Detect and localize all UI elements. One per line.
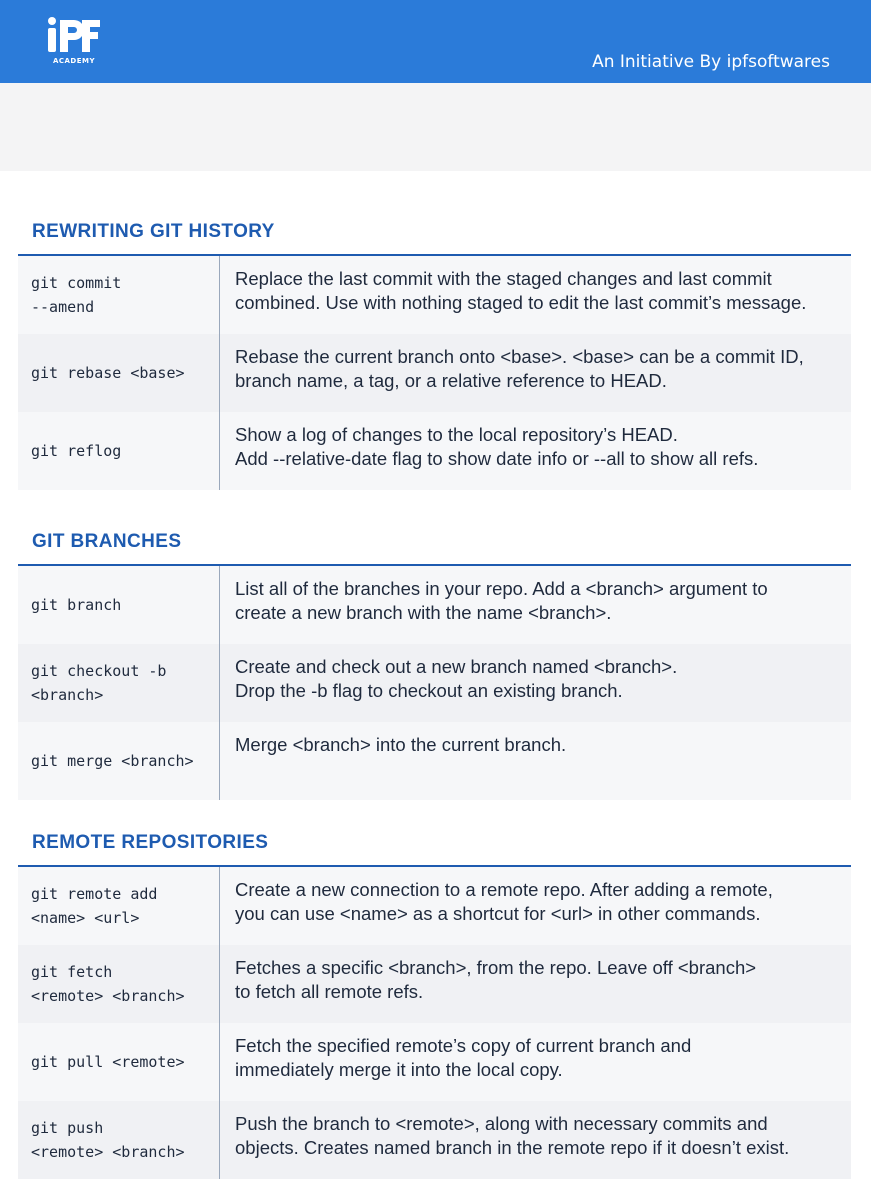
banner-strip xyxy=(0,83,871,171)
logo-subtext: ACADEMY xyxy=(52,57,96,65)
command-cell: git merge <branch> xyxy=(31,752,194,770)
table-row xyxy=(18,945,851,1023)
section-title: REMOTE REPOSITORIES xyxy=(32,832,269,853)
description-cell: Merge <branch> into the current branch. xyxy=(235,734,567,755)
column-divider xyxy=(219,867,220,1179)
header-bar xyxy=(0,0,871,83)
command-cell: git rebase <base> xyxy=(31,364,185,382)
table-row xyxy=(18,334,851,412)
command-cell: git commit --amend xyxy=(31,274,122,316)
command-cell: git pull <remote> xyxy=(31,1053,185,1071)
command-table xyxy=(18,867,851,1179)
initiative-text: An Initiative By ipfsoftwares xyxy=(592,52,830,72)
command-cell: git branch xyxy=(31,596,122,614)
description-cell: Create and check out a new branch named <branch>. Drop the -b flag to checkout an existing branch. xyxy=(235,656,678,701)
table-row xyxy=(18,1023,851,1101)
ipf-academy-logo xyxy=(46,16,102,68)
description-cell: Show a log of changes to the local repository’s HEAD. Add --relative-date flag to show date info or --all to show all refs. xyxy=(235,424,759,469)
table-row xyxy=(18,1101,851,1179)
column-divider xyxy=(219,566,220,800)
description-cell: Fetch the specified remote’s copy of current branch and immediately merge it into the local copy. xyxy=(235,1035,692,1080)
table-row xyxy=(18,722,851,800)
command-cell: git reflog xyxy=(31,442,122,460)
table-row xyxy=(18,412,851,490)
command-cell: git checkout -b <branch> xyxy=(31,662,167,704)
column-divider xyxy=(219,256,220,490)
description-cell: Fetches a specific <branch>, from the repo. Leave off <branch> to fetch all remote refs. xyxy=(235,957,757,1002)
command-cell: git remote add <name> <url> xyxy=(31,885,158,927)
description-cell: Replace the last commit with the staged changes and last commit combined. Use with nothing staged to edit the last commit’s message. xyxy=(235,268,807,313)
table-row xyxy=(18,256,851,334)
section-title: GIT BRANCHES xyxy=(32,531,182,552)
description-cell: Create a new connection to a remote repo. After adding a remote, you can use <name> as a shortcut for <url> in other commands. xyxy=(235,879,773,924)
table-row xyxy=(18,867,851,945)
command-table xyxy=(18,566,851,800)
description-cell: Push the branch to <remote>, along with necessary commits and objects. Creates named branch in the remote repo if it doesn’t exist. xyxy=(235,1113,790,1158)
table-row xyxy=(18,644,851,722)
section-title: REWRITING GIT HISTORY xyxy=(32,221,275,242)
ipf-logo-icon xyxy=(46,16,102,56)
command-cell: git push <remote> <branch> xyxy=(31,1119,185,1161)
description-cell: List all of the branches in your repo. Add a <branch> argument to create a new branch with the name <branch>. xyxy=(235,578,768,623)
table-row xyxy=(18,566,851,644)
command-cell: git fetch <remote> <branch> xyxy=(31,963,185,1005)
description-cell: Rebase the current branch onto <base>. <base> can be a commit ID, branch name, a tag, or a relative reference to HEAD. xyxy=(235,346,804,391)
command-table xyxy=(18,256,851,490)
